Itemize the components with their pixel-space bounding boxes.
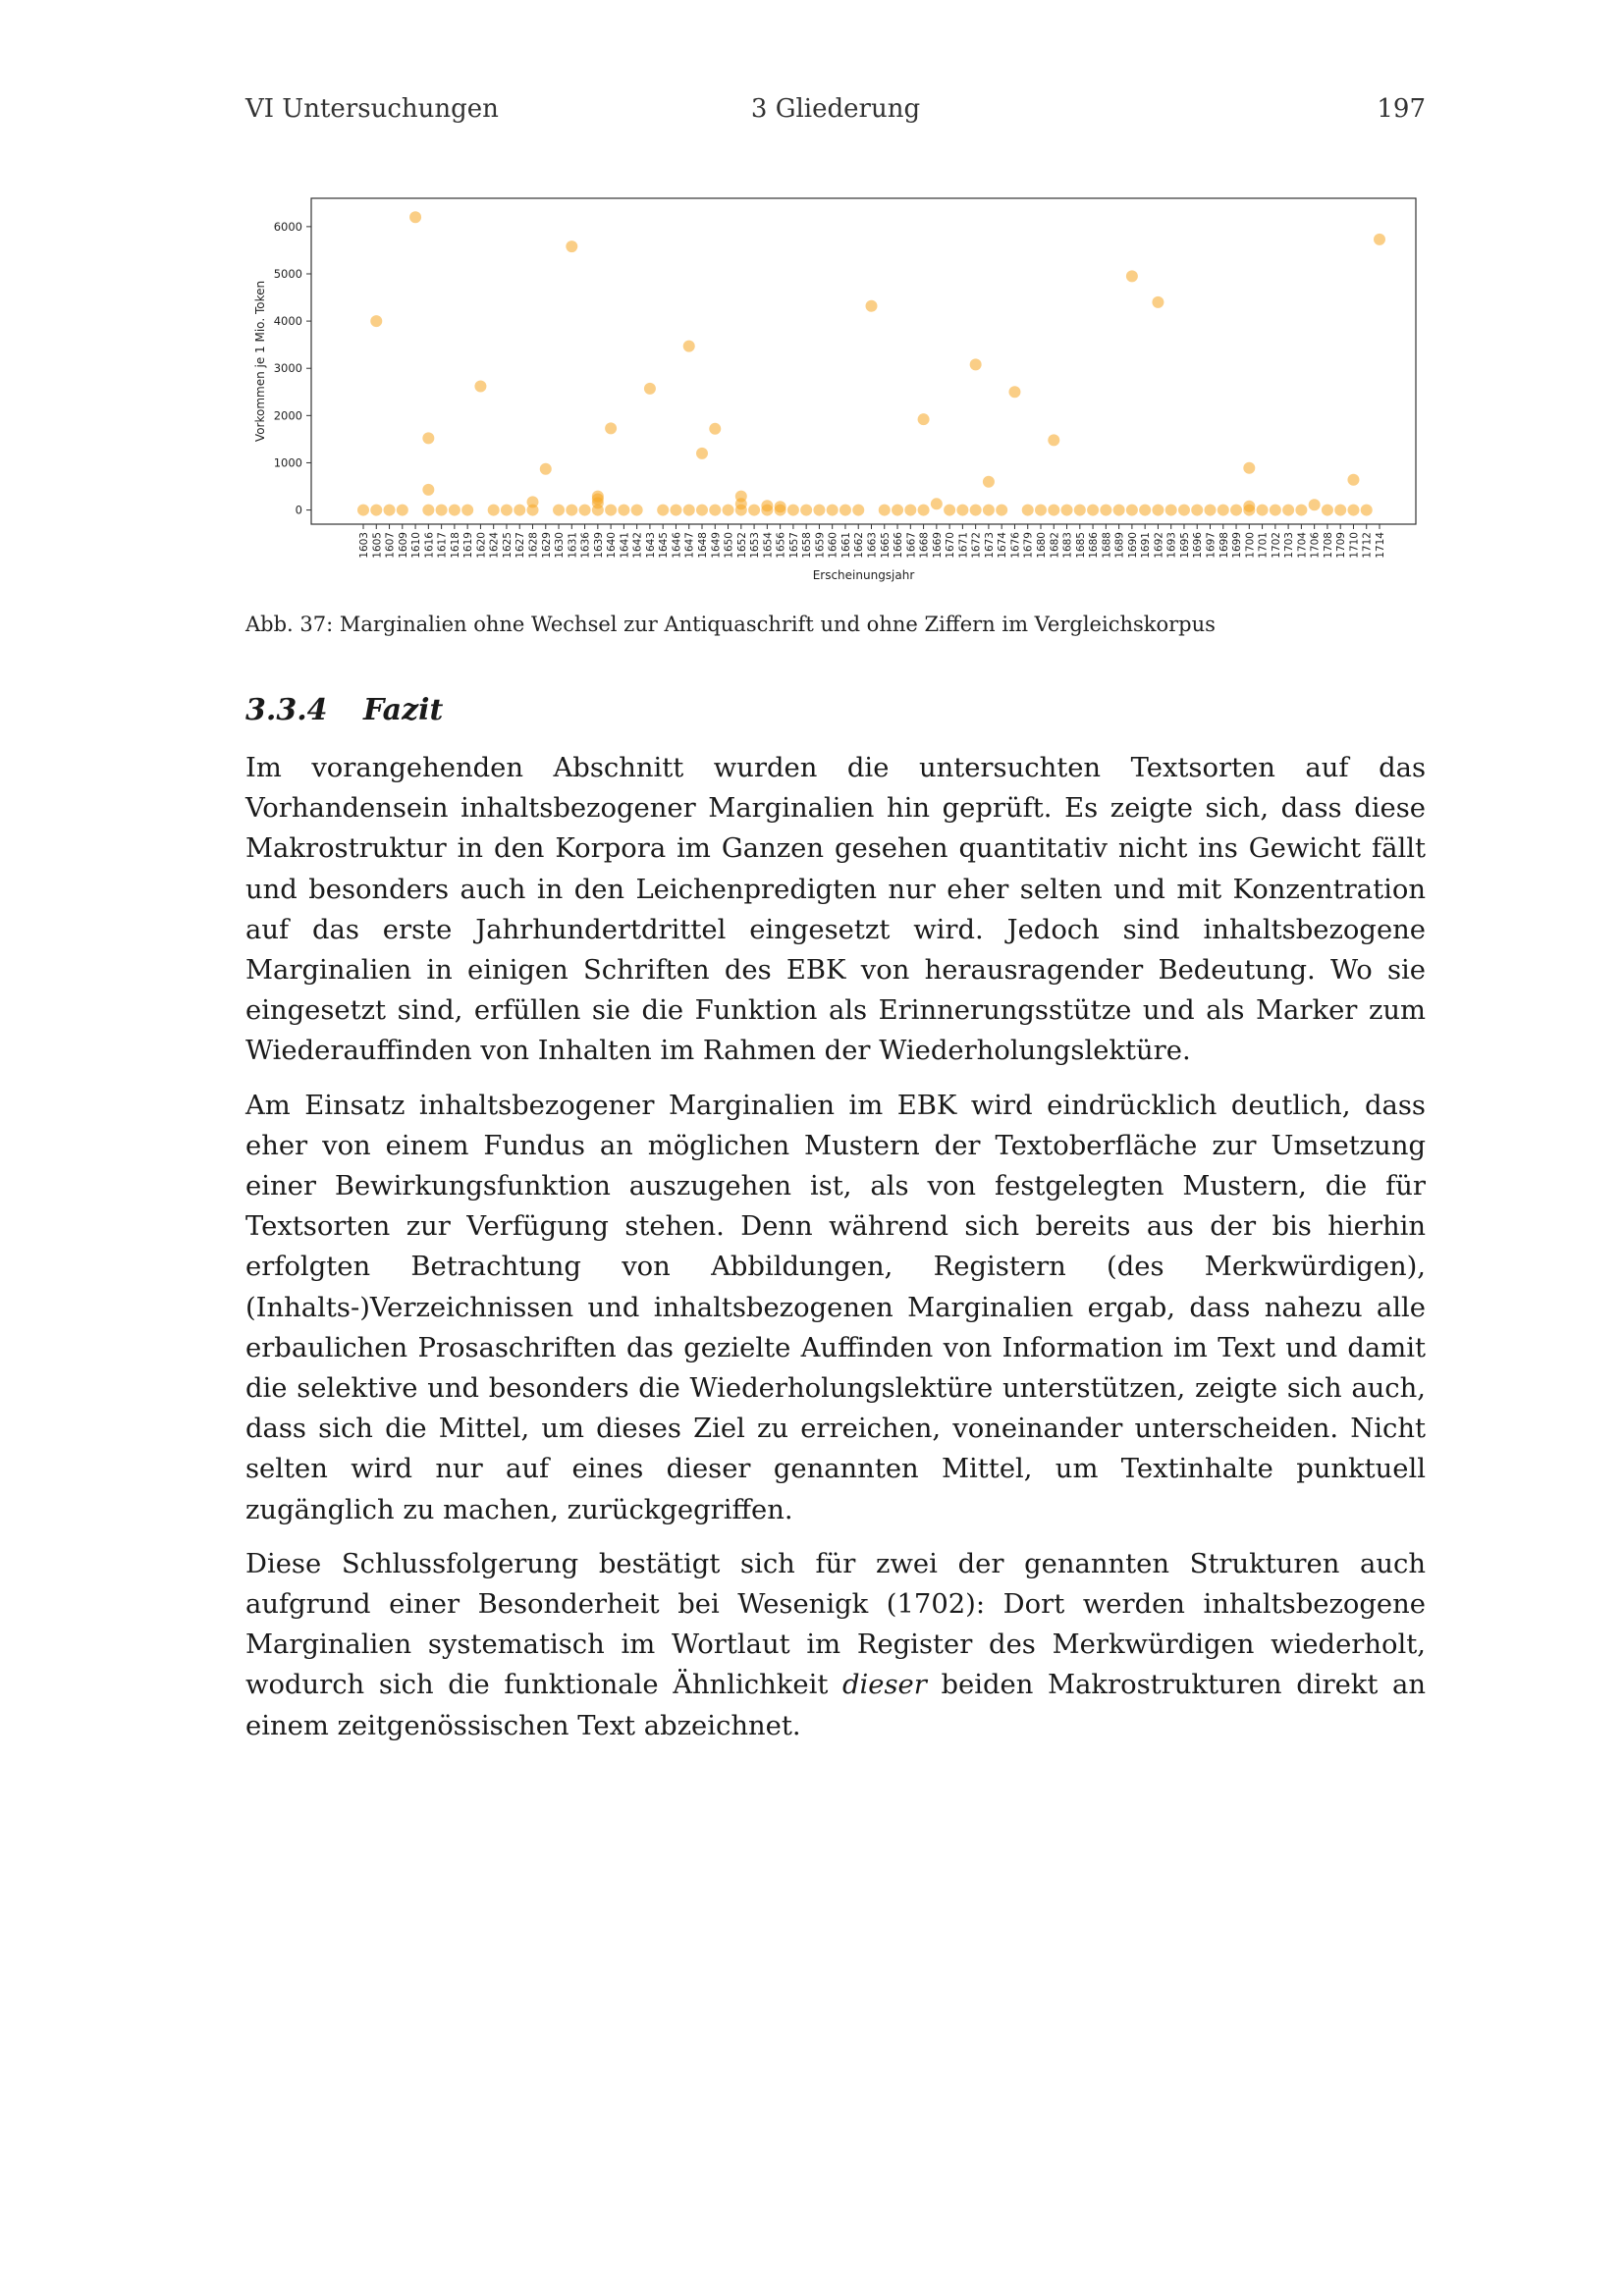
x-tick-label: 1712 bbox=[1361, 532, 1374, 559]
data-point bbox=[918, 505, 930, 516]
data-point bbox=[1048, 434, 1059, 446]
data-point bbox=[1152, 505, 1164, 516]
x-axis-label: Erscheinungsjahr bbox=[812, 568, 915, 582]
x-tick-label: 1676 bbox=[1009, 532, 1022, 559]
x-tick-label: 1692 bbox=[1153, 532, 1165, 559]
section-number: 3.3.4 bbox=[245, 693, 328, 727]
x-tick-label: 1710 bbox=[1348, 532, 1361, 559]
paragraph-text: beiden Makrostrukturen direkt an einem zeitgenössischen Text abzeichnet. bbox=[245, 1670, 1427, 1741]
data-point bbox=[1126, 505, 1138, 516]
running-head-center: 3 Gliederung bbox=[750, 94, 921, 124]
x-tick-label: 1640 bbox=[606, 532, 619, 559]
x-tick-label: 1693 bbox=[1165, 532, 1178, 559]
data-point bbox=[605, 422, 617, 434]
plot-frame bbox=[311, 198, 1416, 524]
scatter-chart bbox=[245, 188, 1426, 591]
data-point bbox=[879, 505, 891, 516]
x-tick-label: 1618 bbox=[449, 532, 461, 559]
x-tick-label: 1679 bbox=[1022, 532, 1035, 559]
data-point bbox=[409, 211, 421, 223]
x-tick-label: 1654 bbox=[762, 532, 775, 559]
x-tick-label: 1645 bbox=[658, 532, 671, 559]
data-point bbox=[1374, 234, 1385, 245]
x-tick-label: 1669 bbox=[931, 532, 944, 559]
data-point bbox=[631, 505, 643, 516]
x-tick-label: 1674 bbox=[997, 532, 1009, 559]
data-point bbox=[540, 463, 552, 475]
x-tick-label: 1647 bbox=[683, 532, 696, 559]
x-tick-label: 1620 bbox=[475, 532, 488, 559]
data-point bbox=[970, 505, 982, 516]
data-point bbox=[514, 505, 525, 516]
x-tick-label: 1661 bbox=[839, 532, 852, 559]
data-point bbox=[996, 505, 1007, 516]
data-point bbox=[1191, 505, 1203, 516]
x-tick-label: 1607 bbox=[384, 532, 397, 559]
x-tick-label: 1688 bbox=[1101, 532, 1113, 559]
data-point bbox=[422, 484, 434, 496]
data-point bbox=[1309, 499, 1321, 510]
data-point bbox=[384, 505, 396, 516]
x-tick-label: 1689 bbox=[1113, 532, 1126, 559]
x-tick-label: 1610 bbox=[410, 532, 423, 559]
x-tick-label: 1652 bbox=[735, 532, 748, 559]
data-point bbox=[1347, 505, 1359, 516]
y-tick-label: 2000 bbox=[273, 408, 302, 423]
data-point bbox=[618, 505, 629, 516]
x-tick-label: 1714 bbox=[1375, 532, 1386, 559]
running-head-left: VI Untersuchungen bbox=[245, 94, 499, 124]
x-tick-label: 1656 bbox=[775, 532, 787, 559]
paragraph: Am Einsatz inhaltsbezogener Marginalien im EBK wird eindrücklich deutlich, dass eher von einem Fundus an möglichen Mustern der Textoberfläche zur Umsetzung einer Bewirkungsfunktion auszugehen ist, als von festgelegten Mustern, die für Textsorten zur Verfügung stehen. Denn während sich bereits aus der bis hierhin erfolgten Betrachtung von Abbildungen, Registern (des Merkwürdigen), (Inhalts-)Verzeichnissen und inhaltsbezogenen Marginalien ergab, dass nahezu alle erbaulichen Prosaschriften das gezielte Auffinden von Information im Text und damit die selektive und besonders die Wiederholungslektüre unterstützen, zeigte sich auch, dass sich die Mittel, um dieses Ziel zu erreichen, voneinander unterscheiden. Nicht selten wird nur auf eines dieser genannten Mittel, um Textinhalte punktuell zugänglich zu machen, zurückgegriffen. bbox=[245, 1090, 1426, 1525]
x-tick-label: 1653 bbox=[749, 532, 762, 559]
data-point bbox=[592, 491, 604, 503]
data-point bbox=[422, 505, 434, 516]
x-tick-label: 1609 bbox=[397, 532, 409, 559]
x-tick-label: 1643 bbox=[644, 532, 657, 559]
data-point bbox=[944, 505, 955, 516]
data-point bbox=[775, 501, 786, 512]
data-point bbox=[1139, 505, 1151, 516]
x-tick-label: 1603 bbox=[358, 532, 370, 559]
data-point bbox=[931, 498, 943, 509]
x-tick-label: 1624 bbox=[488, 532, 501, 559]
paragraph-text: Diese Schlussfolgerung bestätigt sich für zwei der genannten Strukturen auch aufgrund einer Besonderheit bei Wesenigk (1702): Dort werden inhaltsbezogene Marginalien systematisch im Wortlaut im Register des Merkwürdigen wiederholt, wodurch sich die funktionale Ähnlichkeit bbox=[245, 1548, 1426, 1701]
data-point bbox=[553, 505, 565, 516]
data-point bbox=[683, 505, 695, 516]
data-point bbox=[800, 505, 812, 516]
x-tick-label: 1646 bbox=[671, 532, 683, 559]
x-tick-label: 1619 bbox=[462, 532, 475, 559]
data-point bbox=[1205, 505, 1217, 516]
data-point bbox=[566, 240, 577, 252]
data-point bbox=[474, 381, 486, 393]
data-point bbox=[1022, 505, 1034, 516]
x-tick-label: 1685 bbox=[1074, 532, 1087, 559]
data-point bbox=[970, 358, 982, 370]
paragraph: Im vorangehenden Abschnitt wurden die untersuchten Textsorten auf das Vorhandensein inhaltsbezogener Marginalien hin geprüft. Es zeigte sich, dass diese Makrostruktur in den Korpora im Ganzen gesehen quantitativ nicht ins Gewicht fällt und besonders auch in den Leichenpredigten nur eher selten und mit Konzentration auf das erste Jahrhundertdrittel eingesetzt wird. Jedoch sind inhaltsbezogene Marginalien in einigen Schriften des EBK von herausragender Bedeutung. Wo sie eingesetzt sind, erfüllen sie die Funktion als Erinnerungsstütze und als Marker zum Wiederauffinden von Inhalten im Rahmen der Wiederholungslektüre. bbox=[245, 753, 1426, 1067]
figure-caption: Abb. 37: Marginalien ohne Wechsel zur Antiquaschrift und ohne Ziffern im Vergleichskorpus bbox=[245, 613, 1216, 636]
y-tick-label: 1000 bbox=[273, 455, 302, 470]
data-point bbox=[761, 500, 773, 511]
data-point bbox=[866, 300, 878, 312]
data-point bbox=[983, 505, 995, 516]
y-tick-label: 0 bbox=[295, 503, 302, 517]
data-point bbox=[1165, 505, 1177, 516]
x-tick-label: 1680 bbox=[1036, 532, 1048, 559]
data-point bbox=[566, 505, 577, 516]
x-tick-label: 1605 bbox=[371, 532, 384, 559]
data-point bbox=[1035, 505, 1047, 516]
x-tick-label: 1636 bbox=[579, 532, 592, 559]
data-point bbox=[501, 505, 513, 516]
running-head bbox=[245, 94, 1426, 133]
data-point bbox=[1322, 505, 1333, 516]
body-text bbox=[245, 748, 1426, 1760]
data-point bbox=[1100, 505, 1111, 516]
x-tick-label: 1648 bbox=[697, 532, 709, 559]
data-point bbox=[1243, 462, 1255, 474]
x-tick-label: 1630 bbox=[554, 532, 567, 559]
data-point bbox=[827, 505, 839, 516]
x-tick-label: 1708 bbox=[1322, 532, 1334, 559]
x-tick-label: 1617 bbox=[436, 532, 449, 559]
data-point bbox=[1257, 505, 1269, 516]
data-point bbox=[579, 505, 591, 516]
data-point bbox=[449, 505, 460, 516]
data-point bbox=[1270, 505, 1281, 516]
x-tick-label: 1706 bbox=[1309, 532, 1322, 559]
figure-scatter-chart bbox=[245, 188, 1426, 591]
x-tick-label: 1682 bbox=[1049, 532, 1061, 559]
data-point bbox=[696, 505, 708, 516]
x-tick-label: 1703 bbox=[1283, 532, 1296, 559]
x-tick-label: 1699 bbox=[1231, 532, 1244, 559]
x-tick-label: 1683 bbox=[1061, 532, 1074, 559]
data-point bbox=[696, 448, 708, 459]
data-point bbox=[1087, 505, 1099, 516]
data-point bbox=[370, 315, 382, 327]
data-point bbox=[723, 505, 734, 516]
data-point bbox=[852, 505, 864, 516]
data-point bbox=[1074, 505, 1086, 516]
data-point bbox=[370, 505, 382, 516]
data-point bbox=[397, 505, 408, 516]
x-tick-label: 1627 bbox=[514, 532, 527, 559]
x-tick-label: 1629 bbox=[540, 532, 553, 559]
x-tick-label: 1671 bbox=[957, 532, 970, 559]
x-tick-label: 1628 bbox=[527, 532, 540, 559]
y-tick-label: 5000 bbox=[273, 266, 302, 281]
x-tick-label: 1670 bbox=[945, 532, 957, 559]
data-point bbox=[918, 413, 930, 425]
data-point bbox=[1361, 505, 1373, 516]
emphasis-text: dieser bbox=[842, 1670, 927, 1701]
data-point bbox=[709, 423, 721, 435]
x-tick-label: 1641 bbox=[619, 532, 631, 559]
data-point bbox=[983, 476, 995, 488]
x-tick-label: 1639 bbox=[592, 532, 605, 559]
x-tick-label: 1660 bbox=[827, 532, 839, 559]
x-tick-label: 1673 bbox=[983, 532, 996, 559]
x-tick-label: 1667 bbox=[905, 532, 918, 559]
paragraph bbox=[245, 1544, 1426, 1746]
x-tick-label: 1701 bbox=[1257, 532, 1270, 559]
x-tick-label: 1658 bbox=[801, 532, 814, 559]
x-tick-label: 1702 bbox=[1270, 532, 1282, 559]
data-point bbox=[644, 383, 656, 395]
y-tick-label: 4000 bbox=[273, 314, 302, 329]
data-point bbox=[787, 505, 799, 516]
data-point bbox=[1218, 505, 1229, 516]
data-point bbox=[1178, 505, 1190, 516]
x-tick-label: 1700 bbox=[1244, 532, 1257, 559]
x-tick-label: 1697 bbox=[1205, 532, 1218, 559]
x-tick-label: 1672 bbox=[970, 532, 983, 559]
x-tick-label: 1663 bbox=[866, 532, 879, 559]
page-number: 197 bbox=[1377, 94, 1426, 124]
x-tick-label: 1631 bbox=[567, 532, 579, 559]
x-tick-label: 1690 bbox=[1126, 532, 1139, 559]
data-point bbox=[1243, 501, 1255, 512]
data-point bbox=[605, 505, 617, 516]
x-tick-label: 1642 bbox=[631, 532, 644, 559]
x-tick-label: 1625 bbox=[501, 532, 514, 559]
y-axis-label: Vorkommen je 1 Mio. Token bbox=[253, 280, 267, 443]
x-tick-label: 1665 bbox=[879, 532, 892, 559]
data-point bbox=[683, 341, 695, 352]
x-tick-label: 1662 bbox=[853, 532, 866, 559]
data-point bbox=[436, 505, 448, 516]
data-point bbox=[461, 505, 473, 516]
data-point bbox=[709, 505, 721, 516]
data-point bbox=[735, 491, 747, 503]
data-point bbox=[1061, 505, 1073, 516]
data-point bbox=[1152, 296, 1164, 308]
data-point bbox=[892, 505, 903, 516]
data-point bbox=[1230, 505, 1242, 516]
data-point bbox=[904, 505, 916, 516]
data-point bbox=[357, 505, 369, 516]
section-heading bbox=[245, 693, 443, 727]
data-point bbox=[748, 505, 760, 516]
x-tick-label: 1704 bbox=[1296, 532, 1309, 559]
section-title: Fazit bbox=[363, 693, 444, 727]
data-point bbox=[1048, 505, 1059, 516]
x-tick-label: 1709 bbox=[1335, 532, 1348, 559]
x-tick-label: 1668 bbox=[918, 532, 931, 559]
x-tick-label: 1695 bbox=[1178, 532, 1191, 559]
x-tick-label: 1666 bbox=[893, 532, 905, 559]
data-point bbox=[813, 505, 825, 516]
data-point bbox=[488, 505, 500, 516]
data-point bbox=[1347, 474, 1359, 486]
data-point bbox=[670, 505, 681, 516]
x-tick-label: 1696 bbox=[1192, 532, 1205, 559]
x-tick-label: 1698 bbox=[1218, 532, 1230, 559]
data-point bbox=[1126, 270, 1138, 282]
data-point bbox=[956, 505, 968, 516]
x-tick-label: 1649 bbox=[710, 532, 723, 559]
x-tick-label: 1657 bbox=[787, 532, 800, 559]
data-point bbox=[1295, 505, 1307, 516]
x-tick-label: 1691 bbox=[1140, 532, 1153, 559]
y-tick-label: 6000 bbox=[273, 219, 302, 234]
x-tick-label: 1616 bbox=[423, 532, 436, 559]
x-tick-label: 1650 bbox=[723, 532, 735, 559]
x-tick-label: 1659 bbox=[814, 532, 827, 559]
data-point bbox=[657, 505, 669, 516]
data-point bbox=[1334, 505, 1346, 516]
data-point bbox=[422, 432, 434, 444]
x-tick-label: 1686 bbox=[1088, 532, 1101, 559]
y-tick-label: 3000 bbox=[273, 361, 302, 376]
data-point bbox=[839, 505, 851, 516]
data-point bbox=[1008, 386, 1020, 398]
data-point bbox=[527, 496, 539, 507]
data-point bbox=[1113, 505, 1125, 516]
data-point bbox=[1282, 505, 1294, 516]
